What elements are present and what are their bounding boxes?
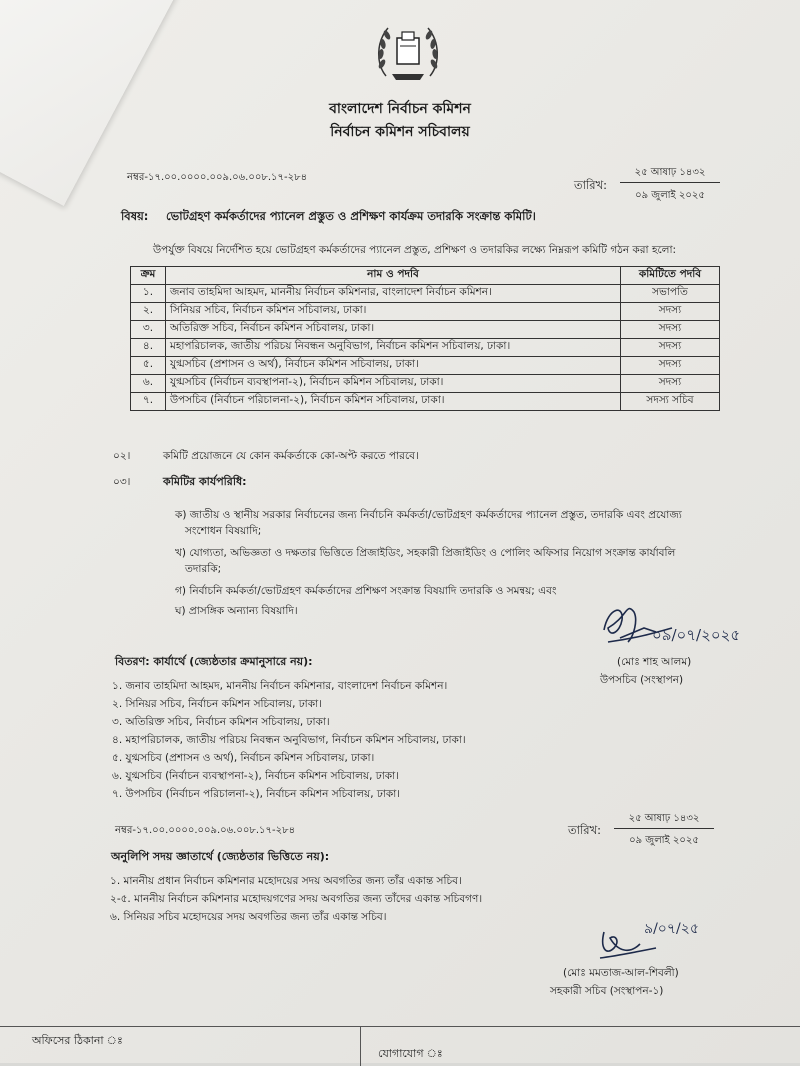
signer2-name: (মোঃ মমতাজ-আল-শিবলী) [563, 967, 679, 979]
row-serial: ৫. [131, 357, 166, 375]
row-role: সদস্য [621, 357, 720, 375]
para3-title: কমিটির কার্যপরিধি: [163, 475, 247, 488]
list-item: ৪. মহাপরিচালক, জাতীয় পরিচয় নিবন্ধন অনুবিভাগ, নির্বাচন কমিশন সচিবালয়, ঢাকা। [112, 734, 466, 746]
date-bangla: ২৫ আষাঢ় ১৪৩২ [620, 165, 720, 183]
col-committee-role: কমিটিতে পদবি [621, 267, 720, 285]
secretariat-name: নির্বাচন কমিশন সচিবালয় [330, 124, 470, 140]
list-item: ২. সিনিয়র সচিব, নির্বাচন কমিশন সচিবালয়, ঢাকা। [112, 698, 322, 710]
committee-table [130, 266, 720, 411]
row-role: সদস্য [621, 303, 720, 321]
memo-number: নম্বর-১৭.০০.০০০০.০০৯.০৬.০০৮.১৭-২৮৪ [127, 172, 308, 183]
row-serial: ১. [131, 285, 166, 303]
row-member: অতিরিক্ত সচিব, নির্বাচন কমিশন সচিবালয়, ঢাকা। [166, 321, 621, 339]
org-name: বাংলাদেশ নির্বাচন কমিশন [329, 101, 471, 117]
row-serial: ৪. [131, 339, 166, 357]
row-member: জনাব তাহমিদা আহমদ, মাননীয় নির্বাচন কমিশনার, বাংলাদেশ নির্বাচন কমিশন। [166, 285, 621, 303]
para2-text: কমিটি প্রয়োজনে যে কোন কর্মকর্তাকে কো-অপ্ট করতে পারবে। [163, 450, 419, 462]
list-item: ৬. যুগ্মসচিব (নির্বাচন ব্যবস্থাপনা-২), নির্বাচন কমিশন সচিবালয়, ঢাকা। [112, 770, 399, 782]
signer2-designation: সহকারী সচিব (সংস্থাপন-১) [550, 985, 664, 997]
signature-date: ০৯/০৭/২০২৫ [652, 626, 741, 644]
list-item: ১. মাননীয় প্রধান নির্বাচন কমিশনার মহোদয়ের সদয় অবগতির জন্য তাঁর একান্ত সচিব। [110, 875, 462, 887]
list-item: গ) নির্বাচনি কর্মকর্তা/ভোটগ্রহণ কর্মকর্তাদের প্রশিক্ষণ সংক্রান্ত বিষয়াদি তদারকি ও সমন্বয়; এবং [175, 585, 557, 597]
list-item: ক) জাতীয় ও স্থানীয় সরকার নির্বাচনের জন্য নির্বাচনি কর্মকর্তা/ভোটগ্রহণ কর্মকর্তাদের প্যানেল প্রস্তুত, তদারকি এবং প্রযোজ্য [175, 509, 682, 521]
date-label: তারিখ: [574, 178, 608, 192]
memo2-number: নম্বর-১৭.০০.০০০০.০০৯.০৬.০০৮.১৭-২৮৪ [115, 825, 296, 836]
row-role: সদস্য [621, 321, 720, 339]
distribution-title: বিতরণ: কার্যার্থে (জ্যেষ্ঠতার ক্রমানুসারে নয়): [115, 655, 313, 668]
table-row [131, 285, 720, 303]
table-row [131, 393, 720, 411]
list-item: ঘ) প্রাসঙ্গিক অন্যান্য বিষয়াদি। [175, 605, 298, 617]
table-row [131, 375, 720, 393]
signer1-designation: উপসচিব (সংস্থাপন) [600, 674, 684, 686]
intro-paragraph: উপর্যুক্ত বিষয়ে নির্দেশিত হয়ে ভোটগ্রহণ কর্মকর্তাদের প্যানেল প্রস্তুত, প্রশিক্ষণ ও তদারকির লক্ষ্যে নিম্নরূপ কমিটি গঠন করা হলো: [153, 244, 677, 256]
list-item: ১. জনাব তাহমিদা আহমদ, মাননীয় নির্বাচন কমিশনার, বাংলাদেশ নির্বাচন কমিশন। [112, 680, 448, 692]
row-serial: ৩. [131, 321, 166, 339]
contact-label: যোগাযোগ ঃ [378, 1047, 443, 1060]
col-name-designation: নাম ও পদবি [166, 267, 621, 285]
signature2-date: ৯/০৭/২৫ [644, 921, 699, 937]
list-item: ২-৫. মাননীয় নির্বাচন কমিশনার মহোদয়গণের সদয় অবগতির জন্য তাঁদের একান্ত সচিবগণ। [110, 893, 483, 905]
signer1-name: (মোঃ শাহ আলম) [617, 656, 692, 668]
row-member: মহাপরিচালক, জাতীয় পরিচয় নিবন্ধন অনুবিভাগ, নির্বাচন কমিশন সচিবালয়, ঢাকা। [166, 339, 621, 357]
row-serial: ২. [131, 303, 166, 321]
office-address-label: অফিসের ঠিকানা ঃ [32, 1034, 123, 1047]
table-row [131, 339, 720, 357]
list-item: খ) যোগ্যতা, অভিজ্ঞতা ও দক্ষতার ভিত্তিতে প্রিজাইডিং, সহকারী প্রিজাইডিং ও পোলিং অফিসার নিয়োগ সংক্রান্ত কার্যাবলি [175, 547, 676, 559]
row-member: যুগ্মসচিব (নির্বাচন ব্যবস্থাপনা-২), নির্বাচন কমিশন সচিবালয়, ঢাকা। [166, 375, 621, 393]
copies-list [110, 874, 482, 928]
para2-number: ০২। [113, 450, 131, 462]
row-role: সদস্য সচিব [621, 393, 720, 411]
footer-divider [0, 1026, 800, 1027]
table-row [131, 303, 720, 321]
list-item: ৩. অতিরিক্ত সচিব, নির্বাচন কমিশন সচিবালয়, ঢাকা। [112, 716, 330, 728]
distribution-list [112, 679, 466, 805]
para3-number: ০৩। [113, 476, 131, 488]
election-commission-emblem-icon [372, 16, 444, 88]
copies-title: অনুলিপি সদয় জ্ঞাতার্থে (জ্যেষ্ঠতার ভিত্তিতে নয়): [111, 850, 330, 863]
list-item: সংশোধন বিষয়াদি; [185, 525, 262, 537]
row-role: সদস্য [621, 375, 720, 393]
subject-text: ভোটগ্রহণ কর্মকর্তাদের প্যানেল প্রস্তুত ও প্রশিক্ষণ কার্যক্রম তদারকি সংক্রান্ত কমিটি। [166, 209, 536, 223]
row-serial: ৭. [131, 393, 166, 411]
list-item: ৭. উপসচিব (নির্বাচন পরিচালনা-২), নির্বাচন কমিশন সচিবালয়, ঢাকা। [112, 788, 401, 800]
table-header-row [131, 267, 720, 285]
row-member: সিনিয়র সচিব, নির্বাচন কমিশন সচিবালয়, ঢাকা। [166, 303, 621, 321]
date-gregorian: ০৯ জুলাই ২০২৫ [635, 190, 705, 201]
subject-label: বিষয়: [121, 209, 149, 223]
row-role: সদস্য [621, 339, 720, 357]
col-serial: ক্রম [131, 267, 166, 285]
row-serial: ৬. [131, 375, 166, 393]
memo2-date-gregorian: ০৯ জুলাই ২০২৫ [629, 835, 699, 846]
memo2-date-bangla: ২৫ আষাঢ় ১৪৩২ [614, 811, 714, 829]
list-item: তদারকি; [185, 563, 222, 575]
list-item: ৬. সিনিয়র সচিব মহোদয়ের সদয় অবগতির জন্য তাঁর একান্ত সচিব। [110, 911, 387, 923]
footer-column-divider [360, 1026, 361, 1066]
table-row [131, 321, 720, 339]
list-item: ৫. যুগ্মসচিব (প্রশাসন ও অর্থ), নির্বাচন কমিশন সচিবালয়, ঢাকা। [112, 752, 375, 764]
row-member: যুগ্মসচিব (প্রশাসন ও অর্থ), নির্বাচন কমিশন সচিবালয়, ঢাকা। [166, 357, 621, 375]
row-role: সভাপতি [621, 285, 720, 303]
table-row [131, 357, 720, 375]
row-member: উপসচিব (নির্বাচন পরিচালনা-২), নির্বাচন কমিশন সচিবালয়, ঢাকা। [166, 393, 621, 411]
memo2-date-label: তারিখ: [568, 823, 602, 837]
